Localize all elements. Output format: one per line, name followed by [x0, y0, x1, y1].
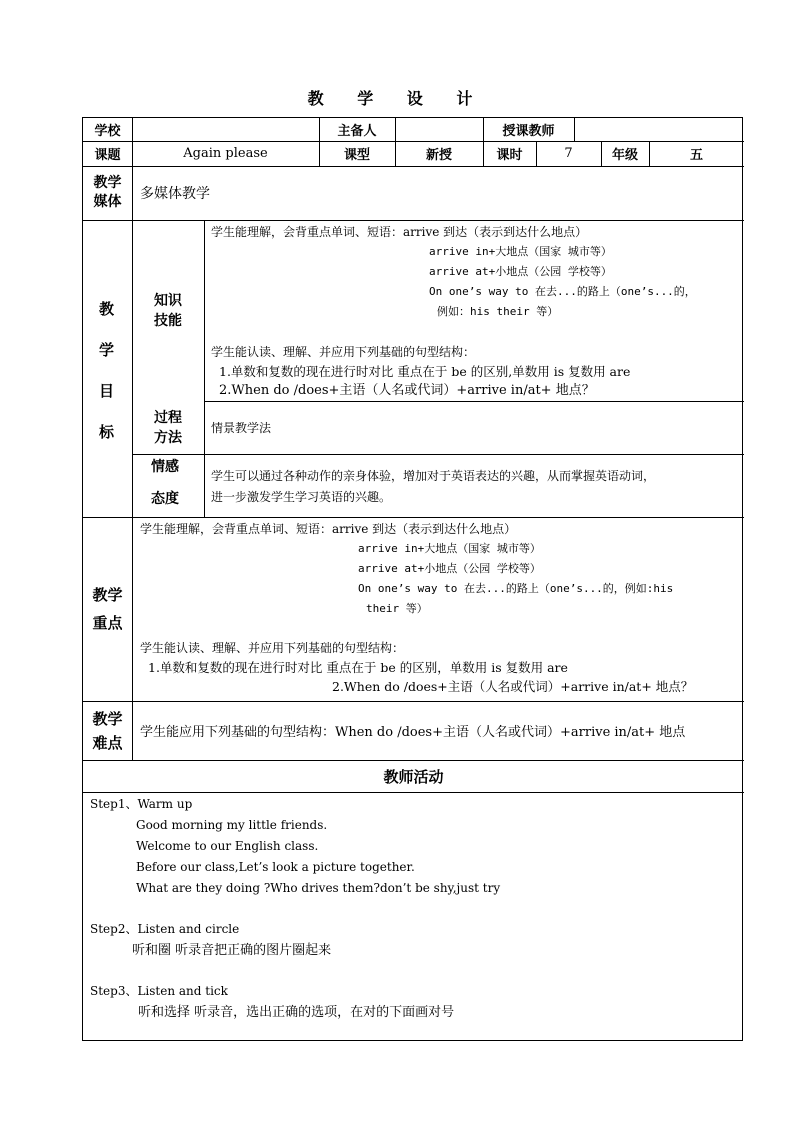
media-value: 多媒体教学: [140, 186, 210, 202]
knowledge-line-4: On one’s way to 在去...的路上（one’s...的，: [429, 285, 696, 298]
preparer-value: [395, 118, 483, 141]
knowledge-structure-intro: 学生能认读、理解、并应用下列基础的句型结构：: [211, 345, 476, 359]
knowledge-structure-1: 1.单数和复数的现在进行时对比 重点在于 be 的区别,单数用 is 复数用 are: [219, 364, 631, 379]
emotion-label: 情感 态度: [151, 459, 179, 507]
difficulties-value: 学生能应用下列基础的句型结构：When do /does+主语（人名或代词）+arrive in/at+ 地点: [140, 725, 686, 740]
step1-line-3: Before our class,Let’s look a picture together.: [136, 860, 415, 874]
topic-label: 课题: [94, 148, 121, 163]
topic-value: Again please: [183, 146, 268, 161]
knowledge-line-1: 学生能理解，会背重点单词、短语：arrive 到达（表示到达什么地点）: [211, 225, 588, 239]
key-point-line-1: 学生能理解，会背重点单词、短语：arrive 到达（表示到达什么地点）: [140, 522, 517, 536]
step1-title: Step1、Warm up: [90, 797, 193, 811]
step2-line: 听和圈 听录音把正确的图片圈起来: [132, 943, 332, 958]
key-point-line-5: their 等）: [366, 602, 428, 615]
objectives-char-2: 学: [99, 341, 115, 359]
knowledge-structures: [211, 343, 630, 400]
school-label: 学校: [94, 124, 121, 139]
difficulties-label: 教学 难点: [92, 709, 123, 752]
key-point-line-2: arrive in+大地点（国家 城市等）: [358, 542, 541, 555]
key-points-structures: [140, 639, 693, 696]
key-structure-1: 1.单数和复数的现在进行时对比 重点在于 be 的区别，单数用 is 复数用 are: [148, 660, 568, 675]
knowledge-line-5: 例如：his their 等）: [437, 305, 559, 318]
key-structure-2: 2.When do /does+主语（人名或代词）+arrive in/at+ 地点？: [332, 679, 694, 694]
step2-title: Step2、Listen and circle: [90, 922, 240, 936]
objectives-char-1: 教: [99, 300, 115, 318]
preparer-label: 主备人: [337, 124, 377, 139]
process-value: 情景教学法: [211, 420, 272, 435]
step1-line-4: What are they doing ?Who drives them?don’t be shy,just try: [136, 881, 501, 895]
knowledge-structure-2: 2.When do /does+主语（人名或代词）+arrive in/at+ 地点？: [219, 383, 595, 398]
teacher-value: [574, 118, 744, 141]
key-point-line-3: arrive at+小地点（公园 学校等）: [358, 562, 541, 575]
key-points-label: 教学 重点: [92, 586, 123, 632]
knowledge-label: 知识 技能: [154, 292, 182, 329]
type-label: 课型: [343, 148, 370, 163]
media-label: 教学 媒体: [93, 175, 122, 210]
emotion-value: [211, 466, 655, 508]
teacher-label: 授课教师: [502, 124, 555, 139]
period-label: 课时: [496, 148, 523, 163]
knowledge-line-2: arrive in+大地点（国家 城市等）: [429, 245, 612, 258]
type-value: 新授: [425, 148, 452, 163]
process-label: 过程 方法: [154, 409, 182, 446]
objectives-char-3: 目: [99, 382, 115, 400]
step1-line-2: Welcome to our English class.: [136, 839, 319, 853]
grade-label: 年级: [611, 148, 638, 163]
teacher-activities-heading: 教师活动: [383, 767, 444, 786]
step3-line: 听和选择 听录音，选出正确的选项，在对的下面画对号: [138, 1005, 455, 1020]
step3-title: Step3、Listen and tick: [90, 984, 228, 998]
step1-line-1: Good morning my little friends.: [136, 818, 328, 832]
school-value: [132, 118, 319, 141]
objectives-char-4: 标: [99, 423, 115, 441]
lesson-plan-table: [82, 117, 743, 1041]
grade-value: 五: [689, 148, 703, 163]
activities-content: [90, 794, 500, 1023]
knowledge-content: [211, 222, 696, 322]
key-points-content: [140, 519, 673, 619]
knowledge-line-3: arrive at+小地点（公园 学校等）: [429, 265, 612, 278]
emotion-line-2: 进一步激发学生学习英语的兴趣。: [211, 490, 392, 504]
key-point-line-4: On one’s way to 在去...的路上（one’s...的，例如:his: [358, 582, 674, 595]
key-structure-intro: 学生能认读、理解、并应用下列基础的句型结构：: [140, 641, 405, 655]
page-title: 教 学 设 计: [307, 89, 487, 108]
period-value: 7: [564, 146, 573, 161]
emotion-line-1: 学生可以通过各种动作的亲身体验，增加对于英语表达的兴趣，从而掌握英语动词，: [211, 469, 656, 483]
